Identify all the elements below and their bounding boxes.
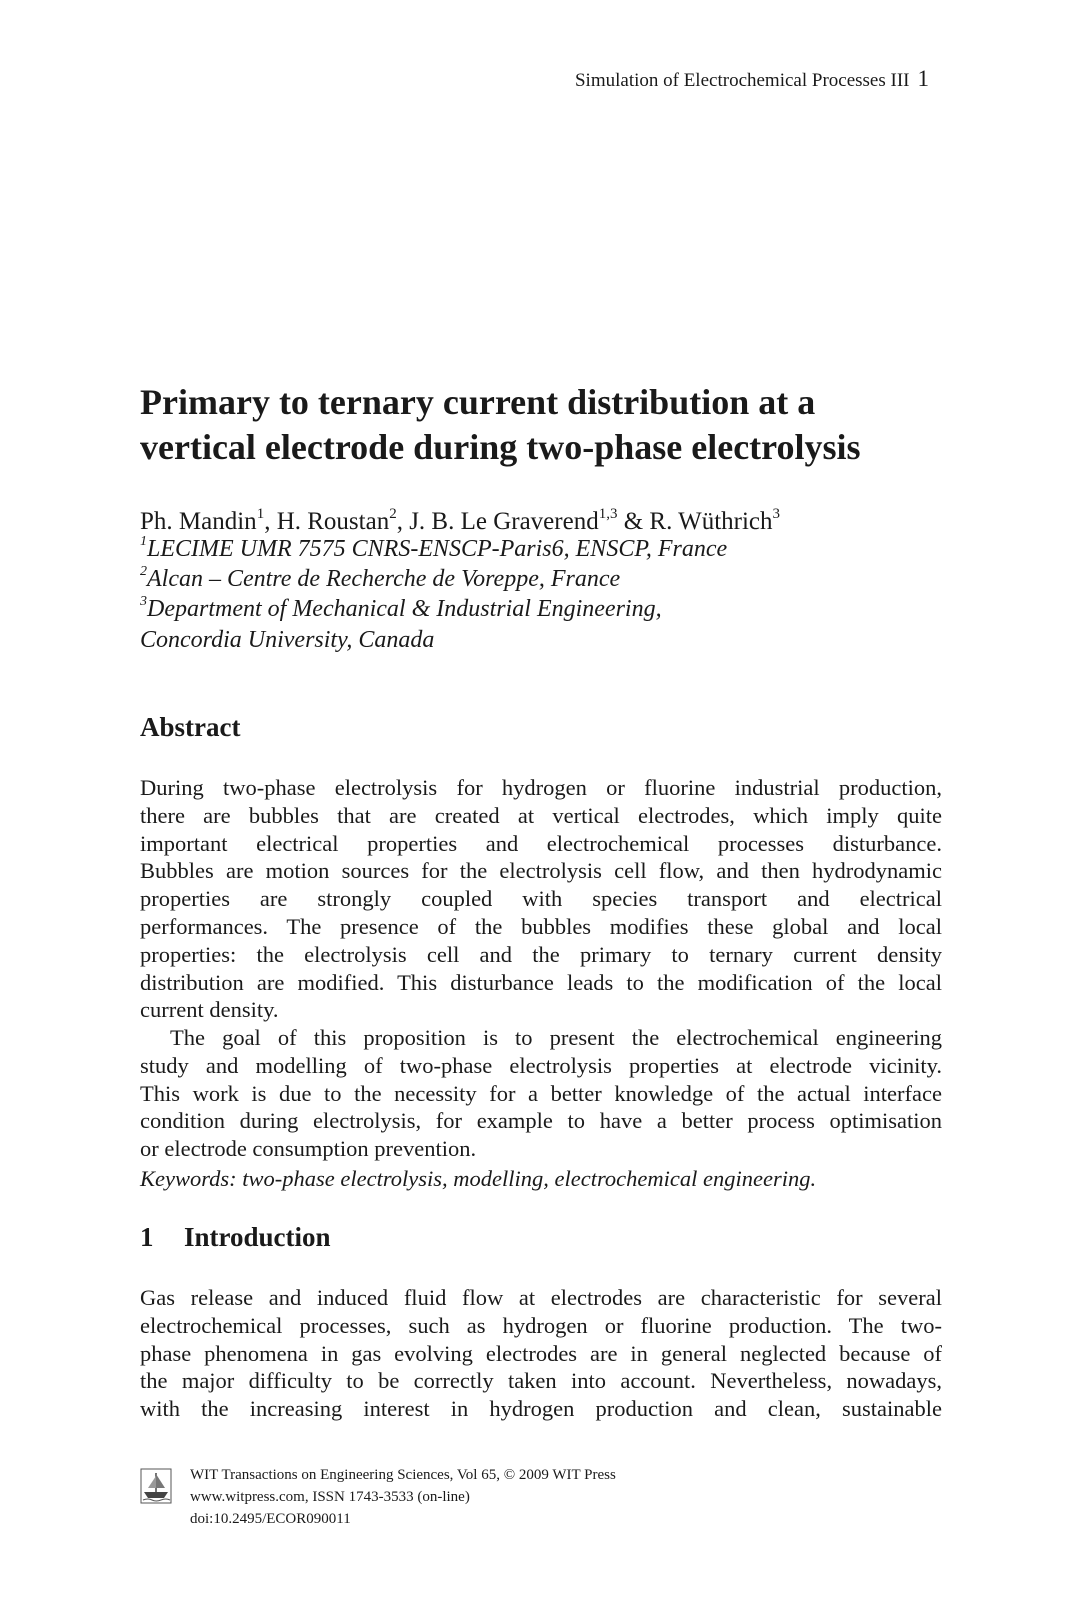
affiliation-2 xyxy=(140,564,620,595)
paper-title xyxy=(140,380,950,470)
author-list xyxy=(140,505,781,536)
text-line: properties are strongly coupled with species transport and electrical xyxy=(140,886,942,912)
footer-text xyxy=(190,1464,616,1530)
text-line: with the increasing interest in hydrogen production and clean, sustainable xyxy=(140,1396,942,1422)
title-line: vertical electrode during two-phase electrolysis xyxy=(140,427,861,467)
wit-press-ship-logo-icon xyxy=(140,1468,172,1504)
affiliation-text: Alcan – Centre de Recherche de Voreppe, France xyxy=(147,566,621,592)
journal-title: Simulation of Electrochemical Processes III xyxy=(574,70,910,91)
text-line: condition during electrolysis, for example to have a better process optimisation xyxy=(140,1108,942,1134)
footer-line: WIT Transactions on Engineering Sciences, Vol 65, © 2009 WIT Press xyxy=(190,1467,616,1483)
running-header xyxy=(575,66,929,92)
text-line: Bubbles are motion sources for the electrolysis cell flow, and then hydrodynamic xyxy=(140,858,942,884)
affiliation-4 xyxy=(140,625,434,656)
text-line: phase phenomena in gas evolving electrodes are in general neglected because of xyxy=(140,1340,942,1366)
affiliation-sup: 2 xyxy=(140,564,147,579)
abstract-heading: Abstract xyxy=(140,712,241,742)
affiliation-3 xyxy=(140,594,662,625)
text-line: important electrical properties and electrochemical processes disturbance. xyxy=(140,830,942,856)
affiliation-sup: 1 xyxy=(140,534,147,549)
author-name: & R. Wüthrich xyxy=(617,508,773,535)
author-name: , J. B. Le Graverend xyxy=(396,508,599,535)
text-line: there are bubbles that are created at vertical electrodes, which imply quite xyxy=(140,802,942,828)
text-line: This work is due to the necessity for a better knowledge of the actual interface xyxy=(140,1080,942,1106)
text-line: Gas release and induced fluid flow at electrodes are characteristic for several xyxy=(140,1285,942,1310)
text-line: the major difficulty to be correctly taken into account. Nevertheless, nowadays, xyxy=(140,1368,942,1394)
text-line: During two-phase electrolysis for hydrogen or fluorine industrial production, xyxy=(140,775,942,800)
text-line: or electrode consumption prevention. xyxy=(140,1136,477,1162)
text-line: study and modelling of two-phase electrolysis properties at electrode vicinity. xyxy=(140,1052,942,1078)
abstract-paragraph-1 xyxy=(140,774,942,1024)
footer-line: www.witpress.com, ISSN 1743-3533 (on-line) xyxy=(190,1489,470,1505)
affiliation-1 xyxy=(140,534,727,565)
abstract-paragraph-2 xyxy=(140,1024,942,1163)
author-name: Ph. Mandin xyxy=(140,508,257,535)
text-line: The goal of this proposition is to present the electrochemical engineering xyxy=(170,1025,942,1050)
doi-line: doi:10.2495/ECOR090011 xyxy=(190,1511,351,1527)
affiliation-marker: 3 xyxy=(772,505,781,522)
affiliation-marker: 1,3 xyxy=(598,505,618,522)
affiliation-text: Concordia University, Canada xyxy=(140,627,435,653)
text-line: electrochemical processes, such as hydrogen or fluorine production. The two- xyxy=(140,1312,942,1338)
affiliation-marker: 2 xyxy=(389,505,397,522)
page-number: 1 xyxy=(917,66,929,91)
section-title: Introduction xyxy=(184,1222,331,1252)
affiliation-sup: 3 xyxy=(140,594,147,609)
text-line: distribution are modified. This disturbance leads to the modification of the local xyxy=(140,969,942,995)
text-line: current density. xyxy=(140,997,279,1023)
text-line: properties: the electrolysis cell and the primary to ternary current density xyxy=(140,941,942,967)
section-number: 1 xyxy=(140,1222,154,1252)
title-line: Primary to ternary current distribution at a xyxy=(140,382,816,422)
text-line: performances. The presence of the bubbles modifies these global and local xyxy=(140,913,942,939)
affiliation-text: Department of Mechanical & Industrial Engineering, xyxy=(147,596,662,622)
introduction-paragraph xyxy=(140,1284,942,1423)
introduction-heading xyxy=(140,1222,331,1253)
keywords: Keywords: two-phase electrolysis, modelling, electrochemical engineering. xyxy=(140,1166,817,1191)
author-name: , H. Roustan xyxy=(264,508,390,535)
affiliation-marker: 1 xyxy=(256,505,265,522)
affiliation-text: LECIME UMR 7575 CNRS-ENSCP-Paris6, ENSCP, France xyxy=(147,536,728,562)
